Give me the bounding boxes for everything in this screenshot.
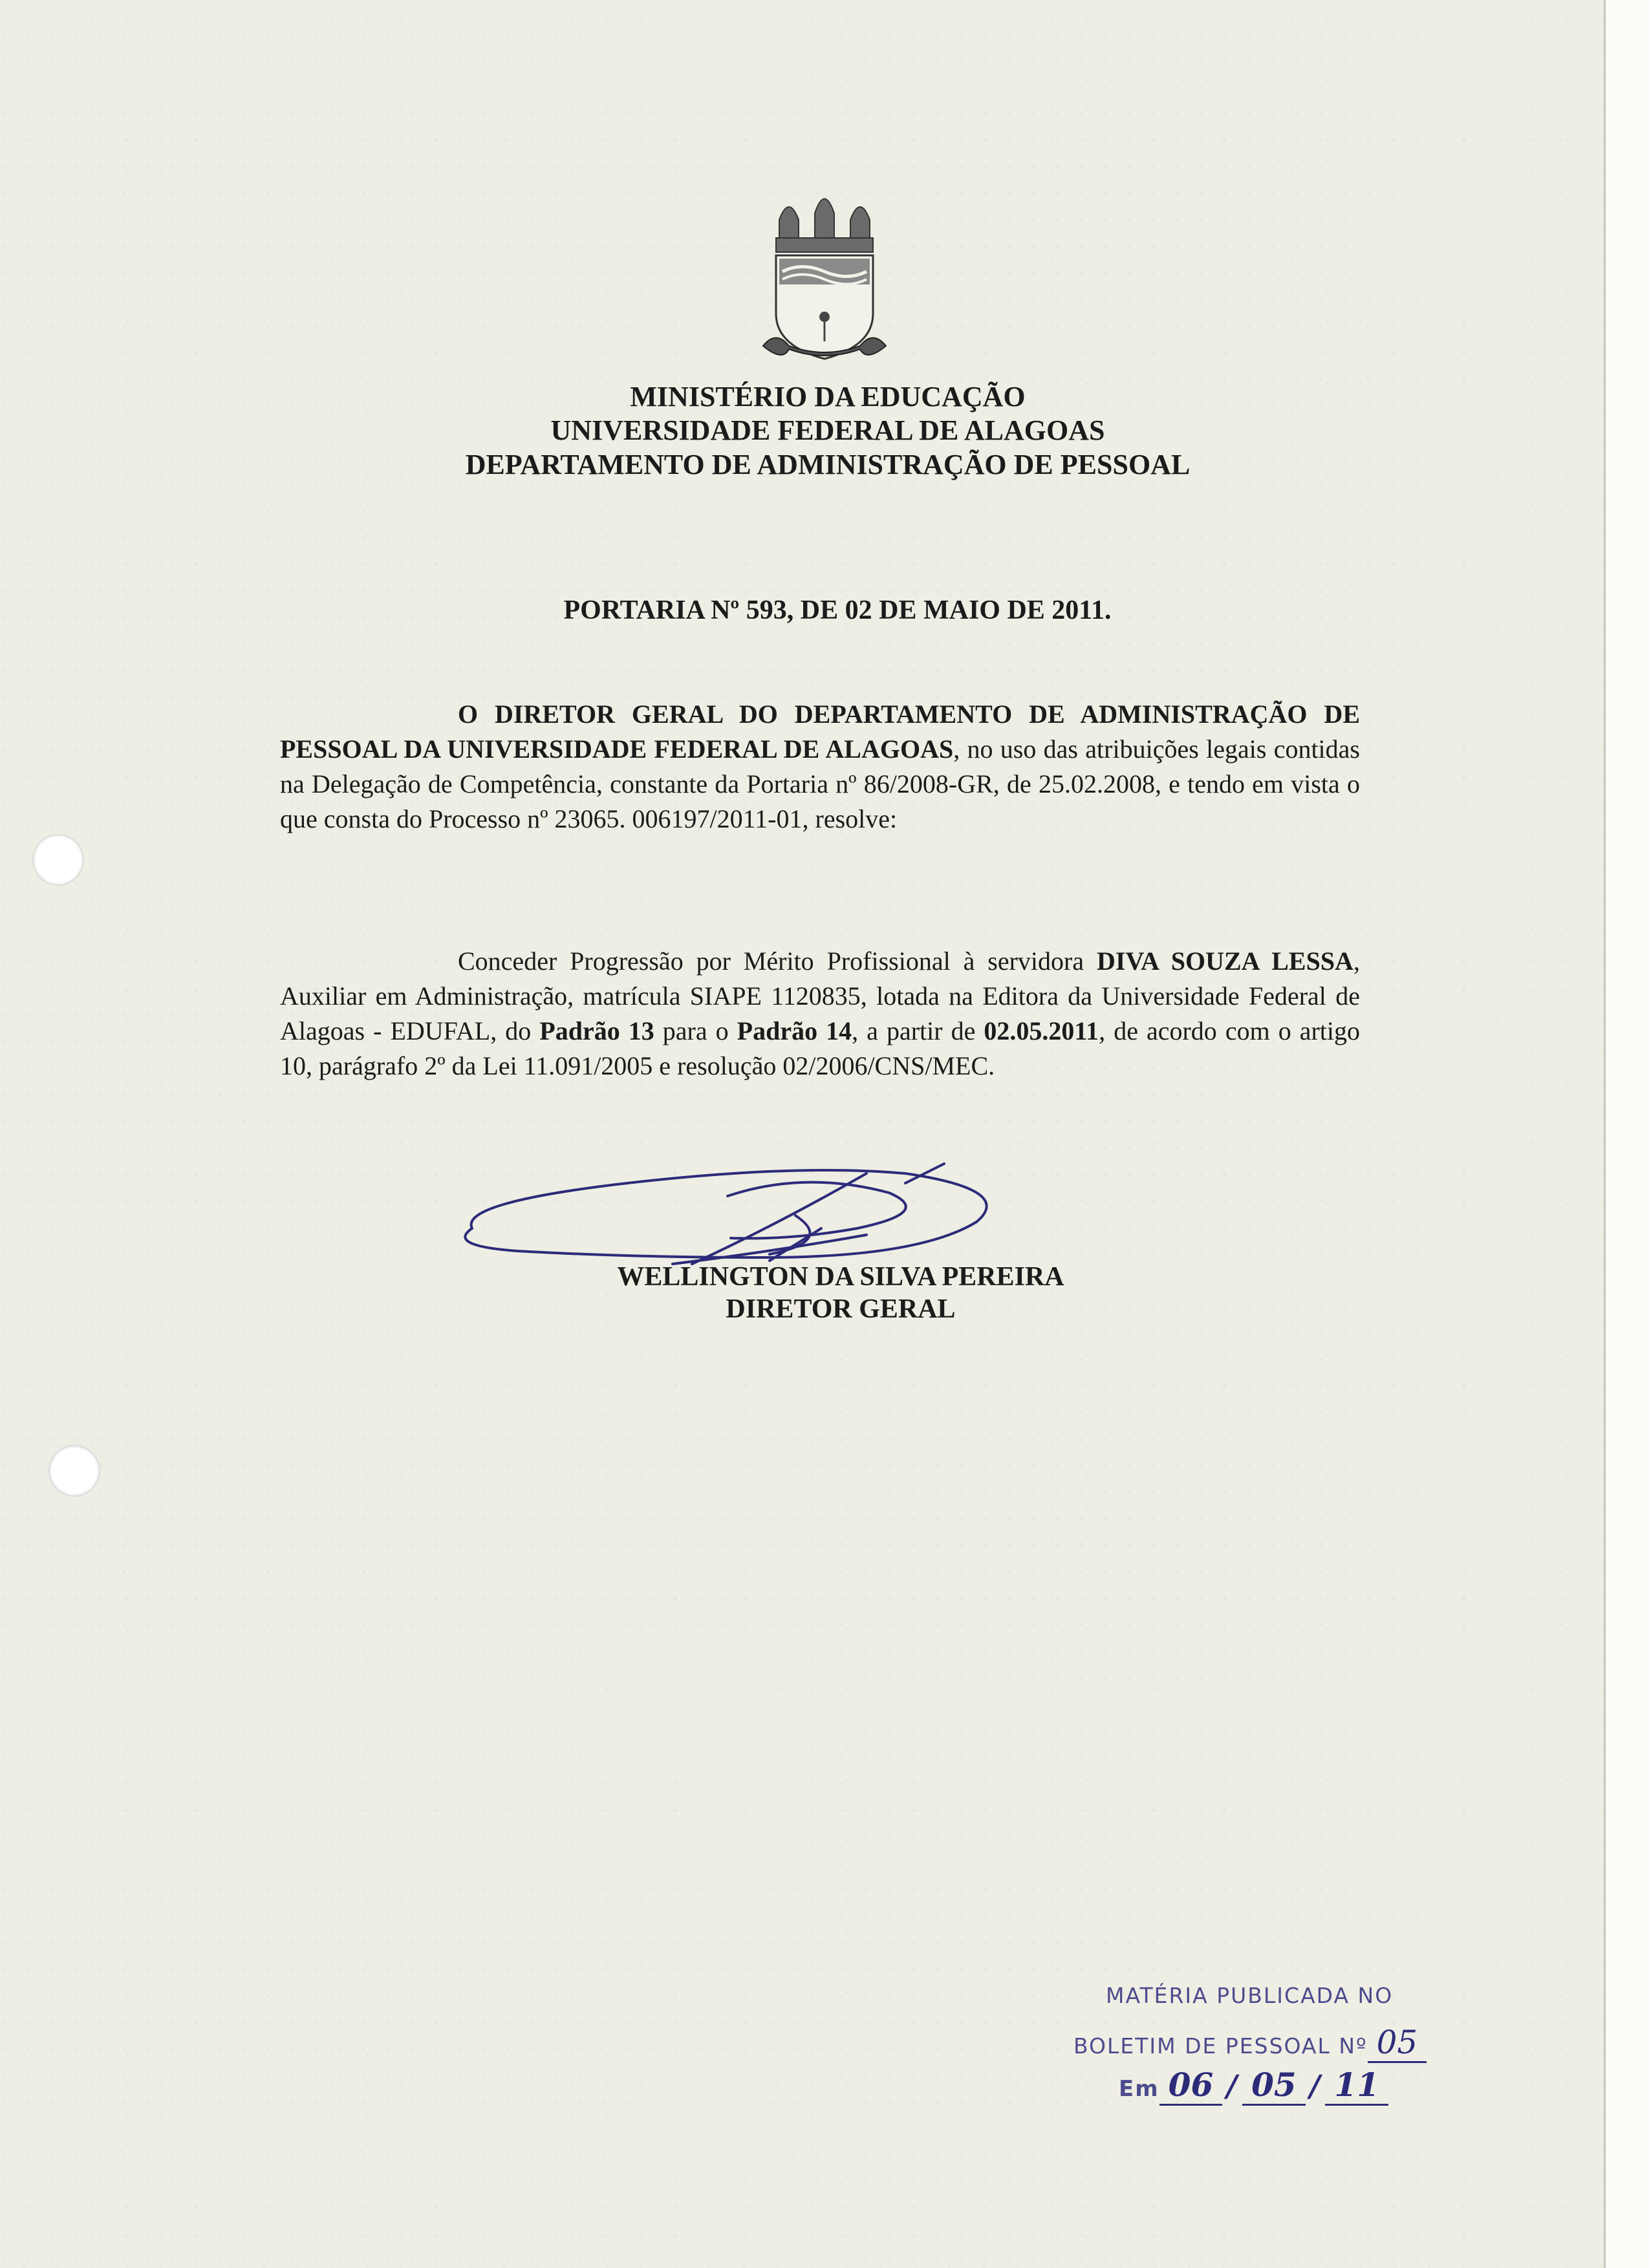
servant-name: DIVA SOUZA LESSA: [1096, 947, 1353, 976]
from-level: Padrão 13: [539, 1016, 654, 1045]
stamp-year: 11: [1325, 2066, 1388, 2106]
to-level: Padrão 14: [737, 1016, 852, 1045]
stamp-month: 05: [1242, 2066, 1306, 2106]
resolution-text: para o: [654, 1016, 737, 1045]
resolution-text: , de acordo com o artigo 10, parágrafo 2º da Lei 11.091/2005 e resolução 02/2006/CNS/MEC.: [280, 1016, 1361, 1080]
scan-edge: [1604, 0, 1649, 2268]
resolution-text: , Auxiliar em Administração, matrícula SIAPE 1120835, lotada na Editora da Universidade Federal de Alagoas - EDUFAL, do: [280, 947, 1360, 1045]
portaria-title: PORTARIA Nº 593, DE 02 DE MAIO DE 2011.: [563, 595, 1112, 625]
resolution-text: , a partir de: [852, 1016, 984, 1045]
stamp-day: 06: [1159, 2066, 1223, 2106]
preamble-bold-lead: O DIRETOR GERAL DO DEPARTAMENTO DE ADMINISTRAÇÃO DE PESSOAL DA UNIVERSIDADE FEDERAL DE ALAGOAS: [280, 700, 1360, 764]
university-heading: UNIVERSIDADE FEDERAL DE ALAGOAS: [550, 414, 1105, 446]
signatory-role: DIRETOR GERAL: [726, 1294, 956, 1324]
resolution-paragraph: [280, 944, 1360, 1084]
stamp-label: BOLETIM DE PESSOAL Nº: [1073, 2033, 1368, 2059]
ministry-heading: MINISTÉRIO DA EDUCAÇÃO: [630, 381, 1026, 412]
stamp-separator: /: [1226, 2068, 1239, 2103]
ufal-crest-icon: [760, 181, 889, 375]
preamble-paragraph: [280, 697, 1360, 837]
preamble-text: , no uso das atribuições legais contidas na Delegação de Competência, constante da Portaria nº 86/2008-GR, de 25.02.2008, e tendo em vista o que consta do Processo nº 23065. 006197/2011-01, resolve:: [280, 734, 1360, 833]
stamp-date-line: [1119, 2066, 1388, 2104]
punch-hole: [32, 834, 84, 886]
publication-stamp: [1061, 1975, 1500, 2104]
department-heading: DEPARTAMENTO DE ADMINISTRAÇÃO DE PESSOAL: [465, 449, 1191, 480]
stamp-separator: /: [1309, 2068, 1322, 2103]
signatory-name: WELLINGTON DA SILVA PEREIRA: [617, 1262, 1064, 1292]
punch-hole: [48, 1445, 100, 1497]
bulletin-number: 05: [1368, 2024, 1427, 2063]
effective-date: 02.05.2011: [984, 1016, 1099, 1045]
resolution-text: Conceder Progressão por Mérito Profissional à servidora: [458, 947, 1097, 976]
stamp-date-prefix: Em: [1119, 2076, 1159, 2102]
stamp-line-1: MATÉRIA PUBLICADA NO: [1106, 1983, 1394, 2008]
stamp-line-2: [1073, 2024, 1427, 2061]
